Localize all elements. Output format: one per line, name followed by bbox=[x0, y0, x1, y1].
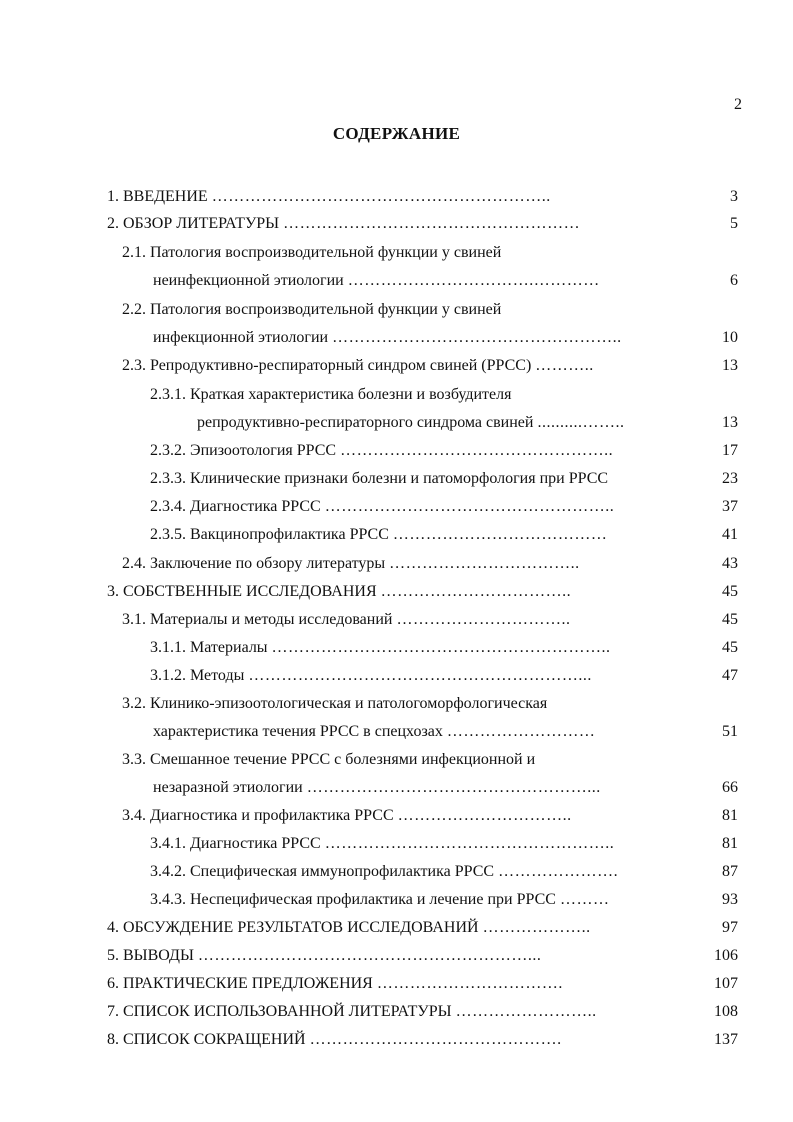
toc-entry-2-3-4[interactable]: 2.3.4. Диагностика РРСС …………………………………………….. bbox=[150, 498, 615, 515]
page-title: СОДЕРЖАНИЕ bbox=[332, 124, 461, 143]
toc-page-7: 108 bbox=[714, 1003, 738, 1020]
toc-page-3-2: 51 bbox=[722, 723, 738, 740]
toc-page-3-1: 45 bbox=[722, 611, 738, 628]
toc-page-2-3: 13 bbox=[722, 357, 738, 374]
toc-entry-2-2-a[interactable]: 2.2. Патология воспроизводительной функции у свиней bbox=[122, 301, 502, 318]
toc-page-3-4: 81 bbox=[722, 807, 738, 824]
toc-page-2-1: 6 bbox=[730, 272, 738, 289]
toc-entry-3-3-b[interactable]: незаразной этиологии ……………………………………………... bbox=[153, 779, 601, 796]
toc-page-2-3-5: 41 bbox=[722, 526, 738, 543]
toc-page-2-4: 43 bbox=[722, 555, 738, 572]
page-number: 2 bbox=[734, 96, 742, 113]
toc-entry-2-3[interactable]: 2.3. Репродуктивно-респираторный синдром свиней (РРСС) ……….. bbox=[122, 357, 594, 374]
toc-entry-5[interactable]: 5. ВЫВОДЫ ……………………………………………………... bbox=[107, 947, 542, 964]
toc-entry-2-1-a[interactable]: 2.1. Патология воспроизводительной функции у свиней bbox=[122, 244, 502, 261]
toc-entry-2-1-b[interactable]: неинфекционной этиологии …………………………….………… bbox=[153, 272, 600, 289]
toc-page-3-4-2: 87 bbox=[722, 863, 738, 880]
toc-entry-2-3-5[interactable]: 2.3.5. Вакцинопрофилактика РРСС ………………………………… bbox=[150, 526, 608, 543]
toc-page-3-4-3: 93 bbox=[722, 891, 738, 908]
toc-page-5: 106 bbox=[714, 947, 738, 964]
toc-entry-8[interactable]: 8. СПИСОК СОКРАЩЕНИЙ ………………………………………. bbox=[107, 1031, 562, 1048]
toc-entry-3-1-2[interactable]: 3.1.2. Методы ……………………………………………………... bbox=[150, 667, 592, 684]
toc-entry-3-1[interactable]: 3.1. Материалы и методы исследований ………………………….. bbox=[122, 611, 571, 628]
toc-entry-3-3-a[interactable]: 3.3. Смешанное течение РРСС с болезнями инфекционной и bbox=[122, 751, 536, 768]
toc-entry-2-2-b[interactable]: инфекционной этиологии …………………………………………….. bbox=[153, 329, 622, 346]
toc-page-2-3-4: 37 bbox=[722, 498, 738, 515]
toc-page-1: 3 bbox=[730, 188, 738, 205]
toc-page-3-4-1: 81 bbox=[722, 835, 738, 852]
toc-page-2-3-3: 23 bbox=[722, 470, 738, 487]
toc-entry-3-4-3[interactable]: 3.4.3. Неспецифическая профилактика и лечение при РРСС ……… bbox=[150, 891, 610, 908]
toc-entry-2[interactable]: 2. ОБЗОР ЛИТЕРАТУРЫ ……………………………………………… bbox=[107, 215, 581, 232]
toc-entry-2-4[interactable]: 2.4. Заключение по обзору литературы …………………………….. bbox=[122, 555, 580, 572]
toc-page-3: 45 bbox=[722, 583, 738, 600]
toc-page-2-2: 10 bbox=[722, 329, 738, 346]
toc-page-3-1-2: 47 bbox=[722, 667, 738, 684]
toc-page-8: 137 bbox=[714, 1031, 738, 1048]
toc-page-2-3-2: 17 bbox=[722, 442, 738, 459]
toc-page-3-1-1: 45 bbox=[722, 639, 738, 656]
toc-page-2-3-1: 13 bbox=[722, 414, 738, 431]
toc-page-6: 107 bbox=[714, 975, 738, 992]
toc-entry-3-2-a[interactable]: 3.2. Клинико-эпизоотологическая и патологоморфологическая bbox=[122, 695, 548, 712]
toc-entry-6[interactable]: 6. ПРАКТИЧЕСКИЕ ПРЕДЛОЖЕНИЯ ……………………………. bbox=[107, 975, 563, 992]
toc-entry-7[interactable]: 7. СПИСОК ИСПОЛЬЗОВАННОЙ ЛИТЕРАТУРЫ …………………….. bbox=[107, 1003, 597, 1020]
toc-entry-3-4[interactable]: 3.4. Диагностика и профилактика РРСС ………………………….. bbox=[122, 807, 572, 824]
toc-entry-3-1-1[interactable]: 3.1.1. Материалы …………………………………………………….. bbox=[150, 639, 611, 656]
toc-page-4: 97 bbox=[722, 919, 738, 936]
toc-page-2: 5 bbox=[730, 215, 738, 232]
toc-page-3-3: 66 bbox=[722, 779, 738, 796]
toc-entry-3-4-1[interactable]: 3.4.1. Диагностика РРСС …………………………………………….. bbox=[150, 835, 615, 852]
toc-entry-2-3-3[interactable]: 2.3.3. Клинические признаки болезни и патоморфология при РРСС bbox=[150, 470, 609, 487]
toc-entry-2-3-1-b[interactable]: репродуктивно-респираторного синдрома свиней ..........…….. bbox=[197, 414, 625, 431]
toc-entry-3-2-b[interactable]: характеристика течения РРСС в спецхозах ……………………… bbox=[153, 723, 596, 740]
toc-entry-3-4-2[interactable]: 3.4.2. Специфическая иммунопрофилактика РРСС …………………. bbox=[150, 863, 619, 880]
toc-entry-1[interactable]: 1. ВВЕДЕНИЕ …………………………………………………….. bbox=[107, 188, 551, 205]
toc-entry-3[interactable]: 3. СОБСТВЕННЫЕ ИССЛЕДОВАНИЯ …………………………….. bbox=[107, 583, 572, 600]
toc-entry-2-3-2[interactable]: 2.3.2. Эпизоотология РРСС ………………………………………….. bbox=[150, 442, 614, 459]
toc-entry-4[interactable]: 4. ОБСУЖДЕНИЕ РЕЗУЛЬТАТОВ ИССЛЕДОВАНИЙ ……………….. bbox=[107, 919, 591, 936]
toc-entry-2-3-1-a[interactable]: 2.3.1. Краткая характеристика болезни и возбудителя bbox=[150, 386, 512, 403]
